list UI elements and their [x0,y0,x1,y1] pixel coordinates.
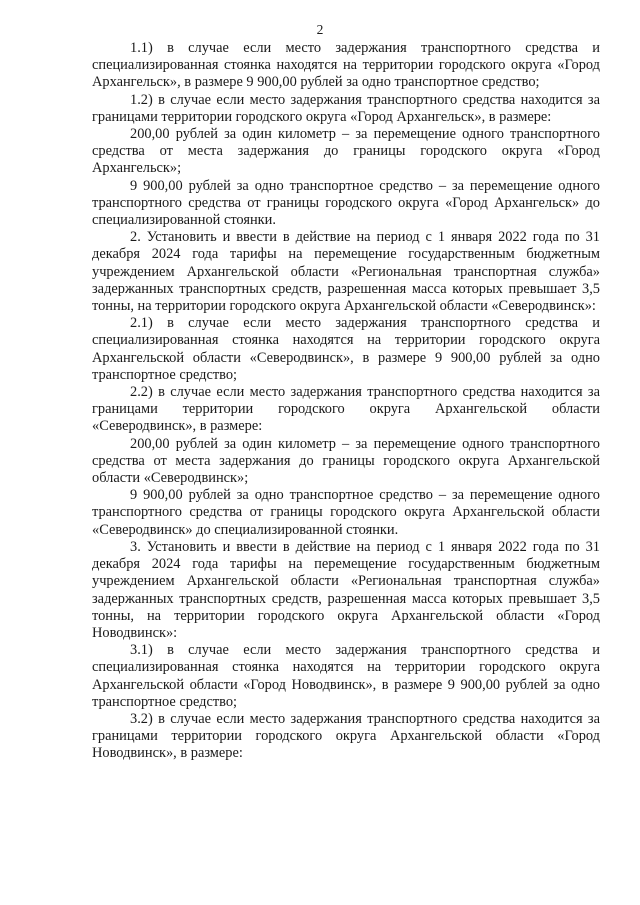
paragraph-3-2: 3.2) в случае если место задержания транспортного средства находится за границами территории городского округа Архангельской области «Город Новодвинск», в размере: [92,710,600,762]
paragraph-2-1: 2.1) в случае если место задержания транспортного средства и специализированная стоянка находятся на территории городского округа Архангельской области «Северодвинск», в размере 9 900,00 рублей за одно транспортное средство; [92,315,600,383]
paragraph-2-2: 2.2) в случае если место задержания транспортного средства находится за границами территории городского округа Архангельской области «Северодвинск», в размере: [92,384,600,435]
paragraph-2: 2. Установить и ввести в действие на период с 1 января 2022 года по 31 декабря 2024 года тарифы на перемещение государственным бюджетным учреждением Архангельской области «Региональная транспортная служба» задержанных транспортных средств, разрешенная масса которых превышает 3,5 тонны, на территории городского округа Архангельской области «Северодвинск»: [92,229,600,315]
paragraph-3: 3. Установить и ввести в действие на период с 1 января 2022 года по 31 декабря 2024 года тарифы на перемещение государственным бюджетным учреждением Архангельской области «Региональная транспортная служба» задержанных транспортных средств, разрешенная масса которых превышает 3,5 тонны, на территории городского округа Архангельской области «Город Новодвинск»: [92,538,600,641]
paragraph-1-2: 1.2) в случае если место задержания транспортного средства находится за границами территории городского округа «Город Архангельск», в размере: [92,91,600,125]
page-number: 2 [316,22,324,37]
paragraph-1-2-per-km: 200,00 рублей за один километр – за перемещение одного транспортного средства от места задержания до границы городского округа «Город Архангельск»; [92,126,600,177]
paragraph-1-2-per-vehicle: 9 900,00 рублей за одно транспортное средство – за перемещение одного транспортного средства от границы городского округа «Город Архангельск» до специализированной стоянки. [92,177,600,229]
paragraph-1-1: 1.1) в случае если место задержания транспортного средства и специализированная стоянка находятся на территории городского округа «Город Архангельск», в размере 9 900,00 рублей за одно транспортное средство; [92,40,600,91]
document-body [92,40,600,763]
paragraph-2-2-per-km: 200,00 рублей за один километр – за перемещение одного транспортного средства от места задержания до границы городского округа Архангельской области «Северодвинск»; [92,435,600,487]
paragraph-2-2-per-vehicle: 9 900,00 рублей за одно транспортное средство – за перемещение одного транспортного средства от границы городского округа Архангельской области «Северодвинск» до специализированной стоянки. [92,487,600,538]
paragraph-3-1: 3.1) в случае если место задержания транспортного средства и специализированная стоянка находятся на территории городского округа Архангельской области «Город Новодвинск», в размере 9 900,00 рублей за одно транспортное средство; [92,642,600,710]
